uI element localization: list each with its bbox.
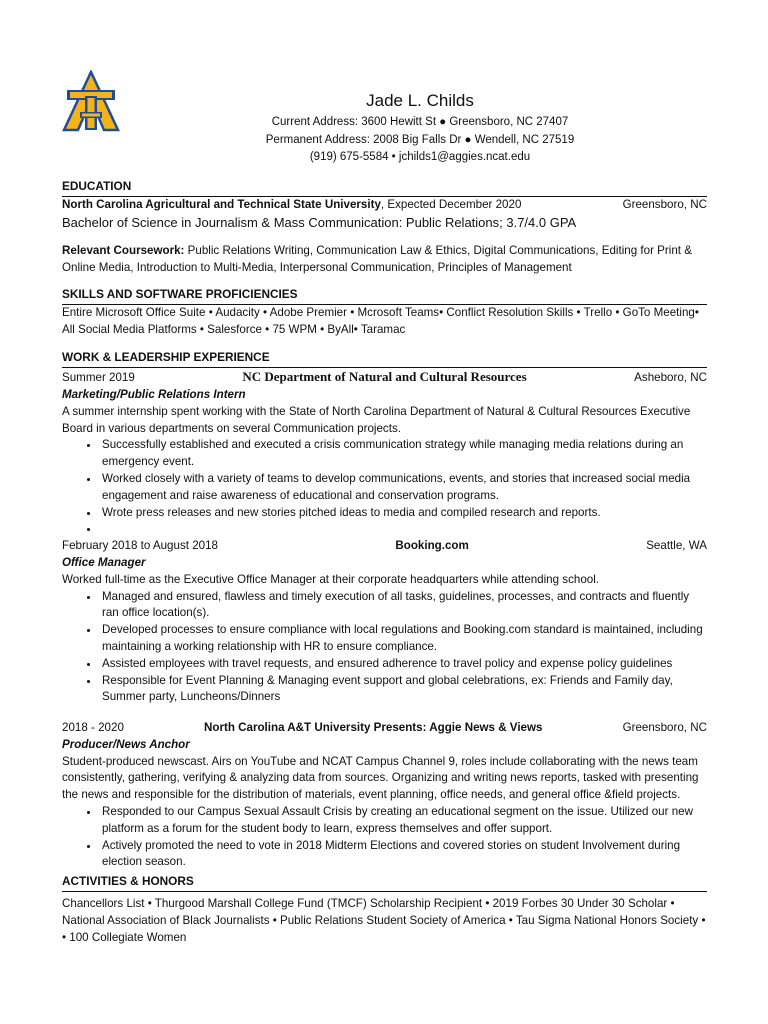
job-location: Asheboro, NC — [634, 371, 707, 385]
school-line — [62, 197, 521, 214]
current-address: Current Address: 3600 Hewitt St ● Greensboro, NC 27407 — [271, 116, 569, 129]
skills-line-1: Entire Microsoft Office Suite • Audacity • Adobe Premier • Mcrosoft Teams• Conflict Resolution Skills • Trello • GoTo Meeting• — [62, 306, 699, 320]
job-org: Booking.com — [395, 539, 469, 553]
skills-heading: SKILLS AND SOFTWARE PROFICIENCIES — [62, 286, 707, 305]
coursework-list: Public Relations Writing, Communication Law & Ethics, Digital Communications, Editing for Print & Online Media, Introduction to Multi-Media, Interpersonal Communication, Principles of Management — [62, 243, 692, 274]
job-bullet: • Developed processes to ensure compliance with local regulations and Booking.com standard is maintained, including maintaining a working relationship with HR to ensure compliance. — [100, 622, 707, 656]
activities-heading: ACTIVITIES & HONORS — [62, 873, 707, 892]
job-role: Marketing/Public Relations Intern — [62, 387, 246, 401]
job-bullet: • Managed and ensured, flawless and timely execution of all tasks, guidelines, processes, and contracts and fluently ran office location(s). — [100, 589, 707, 623]
resume-header — [210, 90, 630, 166]
job-bullet: • Actively promoted the need to vote in 2018 Midterm Elections and covered stories on student Involvement during election season. — [100, 838, 707, 872]
degree: Bachelor of Science in Journalism & Mass Communication: Public Relations; 3.7/4.0 GPA — [62, 214, 577, 230]
job-bullet-empty — [100, 521, 707, 538]
job-bullets — [62, 804, 707, 871]
resume-body — [62, 178, 707, 947]
job-summary: A summer internship spent working with the State of North Carolina Department of Natural & Cultural Resources Executive Board in various departments on several Communication projects. — [62, 404, 691, 435]
university-logo-icon — [62, 70, 120, 132]
job-bullets — [62, 437, 707, 538]
job-bullet: • Worked closely with a variety of teams to develop communications, events, and stories that increased social media engagement and raise awareness of educational and conservation programs. — [100, 471, 707, 505]
phone-email: (919) 675-5584 • jchilds1@aggies.ncat.edu — [309, 150, 531, 163]
skills-line-2: All Social Media Platforms • Salesforce • 75 WPM • ByAll• Taramac — [62, 323, 406, 337]
education-heading: EDUCATION — [62, 178, 707, 197]
job-summary: Student-produced newscast. Airs on YouTube and NCAT Campus Channel 9, roles include collaborating with the news team consistently, gathering, verifying & analyzing data from sources. Organizing and writing news reports, tasked with presenting the news and responsible for the distribution of materials, event planning, office needs, and general office &field projects. — [62, 754, 699, 802]
job-role: Office Manager — [62, 555, 146, 569]
candidate-name: Jade L. Childs — [366, 91, 474, 110]
permanent-address: Permanent Address: 2008 Big Falls Dr ● Wendell, NC 27519 — [265, 133, 575, 146]
job-bullet: • Assisted employees with travel requests, and ensured adherence to travel policy and expense policy guidelines — [100, 656, 707, 673]
job-entry — [62, 538, 707, 706]
job-entry — [62, 720, 707, 871]
coursework — [62, 243, 707, 277]
job-role: Producer/News Anchor — [62, 737, 190, 751]
experience-heading: WORK & LEADERSHIP EXPERIENCE — [62, 349, 707, 368]
job-date: February 2018 to August 2018 — [62, 539, 218, 553]
activities-text: Chancellors List • Thurgood Marshall College Fund (TMCF) Scholarship Recipient • 2019 Forbes 30 Under 30 Scholar • National Association of Black Journalists • Public Relations Student Society of America • Tau Sigma National Honors Society • • 100 Collegiate Women — [62, 897, 706, 944]
job-date: 2018 - 2020 — [62, 721, 124, 735]
job-summary: Worked full-time as the Executive Office Manager at their corporate headquarters while attending school. — [62, 572, 600, 586]
expected-date: , Expected December 2020 — [380, 198, 522, 212]
coursework-label: Relevant Coursework: — [62, 243, 185, 257]
job-org: NC Department of Natural and Cultural Resources — [242, 369, 527, 385]
job-bullet: • Responded to our Campus Sexual Assault Crisis by creating an educational segment on the issue. Utilized our new platform as a forum for the student body to learn, express themselves and offer support. — [100, 804, 707, 838]
job-location: Greensboro, NC — [622, 721, 707, 735]
job-bullet: • Successfully established and executed a crisis communication strategy while managing media relations during an emergency event. — [100, 437, 707, 471]
job-org: North Carolina A&T University Presents: Aggie News & Views — [204, 721, 543, 735]
job-bullet: • Wrote press releases and new stories pitched ideas to media and compiled research and reports. — [100, 505, 707, 522]
education-school-row — [62, 197, 707, 214]
school-name: North Carolina Agricultural and Technical State University — [62, 198, 381, 212]
job-bullets — [62, 589, 707, 707]
job-date: Summer 2019 — [62, 371, 135, 385]
job-location: Seattle, WA — [646, 539, 707, 553]
job-entry — [62, 368, 707, 538]
job-bullet: • Responsible for Event Planning & Managing event support and global celebrations, ex: Friends and Family day, Summer party, Luncheons/Dinners — [100, 673, 707, 707]
school-location: Greensboro, NC — [622, 198, 707, 212]
